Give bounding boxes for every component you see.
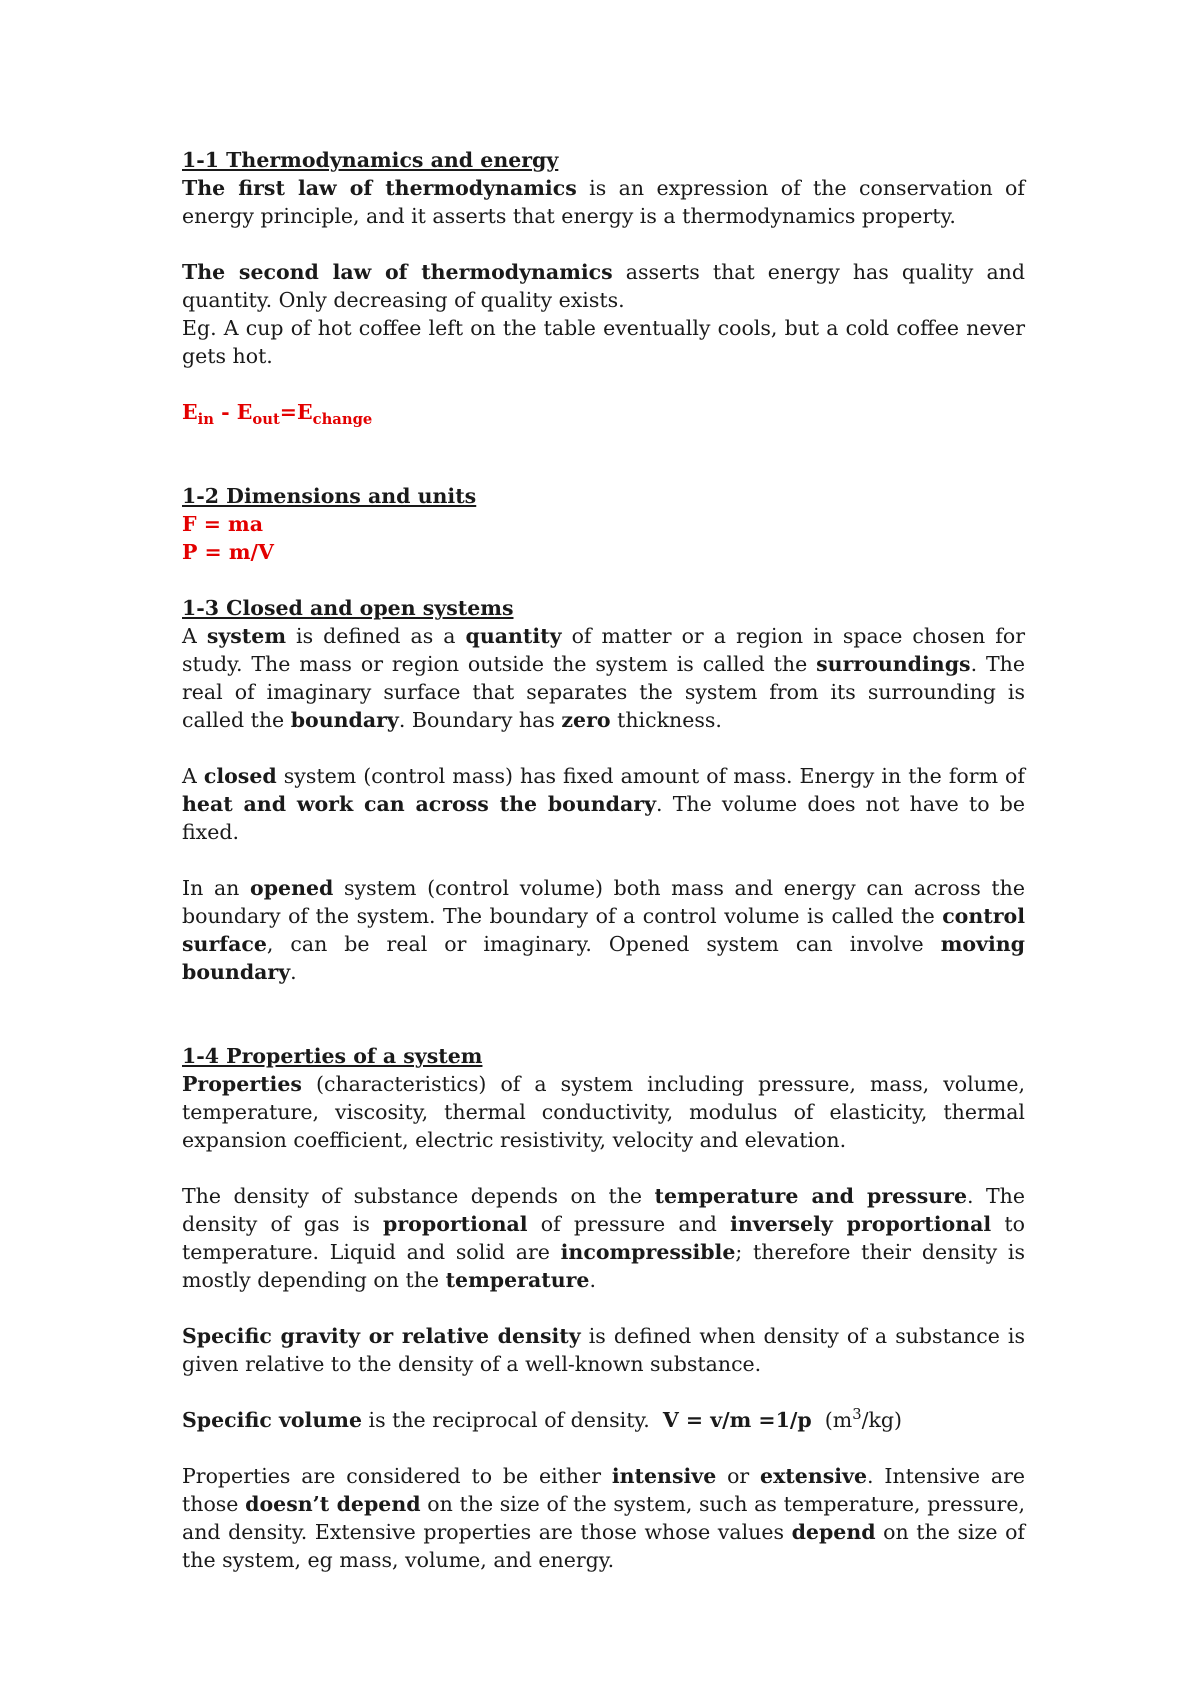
intensive-extensive-paragraph: Properties are considered to be either intensive or extensive. Intensive are those doesn’t depend on the size of the system, such as temperature, pressure, and density. Extensive properties are those whose values depend on the size of the system, eg mass, volume, and energy. (182, 1464, 1026, 1572)
specific-gravity-paragraph: Specific gravity or relative density is defined when density of a substance is given relative to the density of a well-known substance. (182, 1324, 1025, 1376)
bold-term: The first law of thermodynamics (182, 176, 577, 200)
text-run: asserts that energy has quality and quantity. Only decreasing of quality exists. (182, 260, 1025, 312)
first-law-paragraph (182, 174, 1025, 230)
energy-balance-equation: $E_{in} - E_{out}=E_{change}$ (182, 400, 373, 429)
section-heading-1-1: 1-1 Thermodynamics and energy (182, 148, 559, 172)
density-formula: P = m/V (182, 540, 274, 564)
text-run: is an expression of the conservation of energy principle, and it asserts that energy is a thermodynamics property. (182, 176, 1025, 228)
section-heading-1-4: 1-4 Properties of a system (182, 1044, 483, 1068)
section-heading-1-3: 1-3 Closed and open systems (182, 596, 514, 620)
second-law-paragraph (182, 258, 1025, 314)
specific-volume-paragraph: Specific volume is the reciprocal of density. V = v/m =1/p $(m^3/kg)$ (182, 1405, 903, 1432)
density-paragraph: The density of substance depends on the temperature and pressure. The density of gas is proportional of pressure and inversely proportional to temperature. Liquid and solid are incompressible; therefore their density is mostly depending on the temperature. (182, 1184, 1025, 1292)
document-body (182, 146, 1025, 1574)
closed-system-paragraph: A closed system (control mass) has fixed amount of mass. Energy in the form of heat and work can across the boundary. The volume does not have to be fixed. (182, 764, 1026, 844)
coffee-example-paragraph: Eg. A cup of hot coffee left on the table eventually cools, but a cold coffee never gets hot. (182, 316, 1025, 368)
bold-term: The second law of thermodynamics (182, 260, 613, 284)
properties-paragraph: Properties (characteristics) of a system including pressure, mass, volume, temperature, viscosity, thermal conductivity, modulus of elasticity, thermal expansion coefficient, electric resistivity, velocity and elevation. (182, 1072, 1025, 1152)
open-system-paragraph: In an opened system (control volume) both mass and energy can across the boundary of the system. The boundary of a control volume is called the control surface, can be real or imaginary. Opened system can involve moving boundary. (182, 876, 1025, 984)
force-formula: F = ma (182, 512, 263, 536)
section-heading-1-2: 1-2 Dimensions and units (182, 484, 477, 508)
system-definition-paragraph: A system is defined as a quantity of matter or a region in space chosen for study. The mass or region outside the system is called the surroundings. The real of imaginary surface that separates the system from its surrounding is called the boundary. Boundary has zero thickness. (182, 624, 1025, 732)
